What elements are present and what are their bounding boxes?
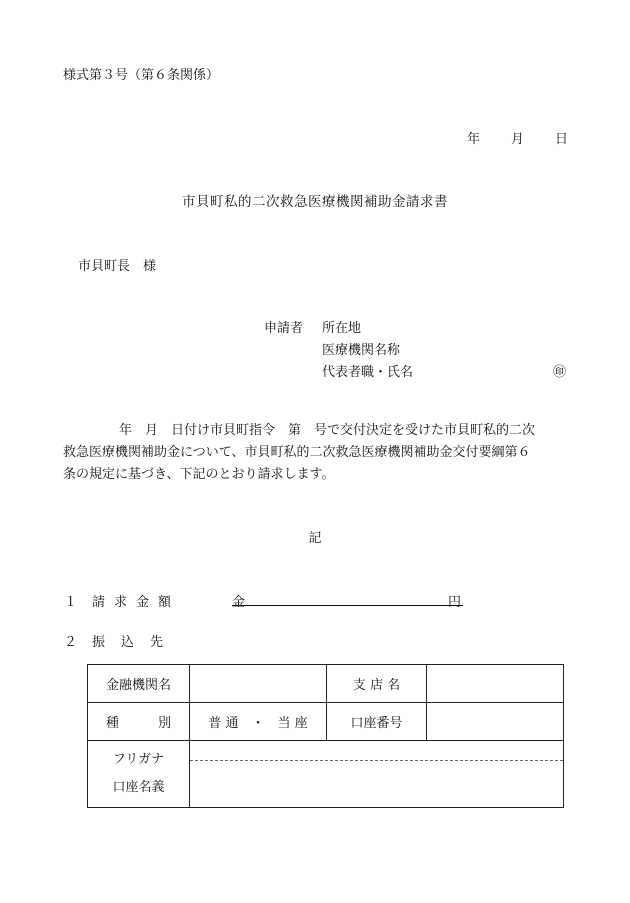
document-title: 市貝町私的二次救急医療機関補助金請求書 [182,194,448,210]
body-line-2: 救急医療機関補助金について、市貝町私的二次救急医療機関補助金交付要綱第６ [63,445,531,460]
amount-prefix: 金 [232,595,246,610]
seal-mark: ㊞ [553,365,567,380]
account-type-options-cell[interactable] [190,703,327,741]
institution-label-cell [88,665,190,703]
account-number-input-cell[interactable] [427,703,564,741]
account-type-options[interactable]: 普 通 ・ 当 座 [208,716,308,731]
representative-field-label: 代表者職・氏名 [322,365,414,380]
item-1-number: １ [64,595,78,610]
date-month-label: 月 [511,132,525,147]
account-type-label-cell [88,703,190,741]
furigana-input-area[interactable] [190,741,563,760]
account-type-label: 種 別 [105,716,171,731]
body-line-1: 年 月 日付け市貝町指令 第 号で交付決定を受けた市貝町私的二次 [119,423,536,438]
date-day-label: 日 [555,132,569,147]
item-1-label: 請求金額 [92,595,181,610]
address-field-label: 所在地 [322,321,362,336]
applicant-label: 申請者 [264,321,304,336]
body-line-3: 条の規定に基づき、下記のとおり請求します。 [63,467,335,482]
date-year-label: 年 [467,132,481,147]
note-heading: 記 [308,531,322,546]
item-2-number: ２ [64,635,78,650]
bank-account-table [87,664,564,808]
account-number-label: 口座番号 [350,716,403,731]
branch-label: 支 店 名 [352,678,401,693]
account-holder-input-cell[interactable] [190,741,564,808]
branch-input-cell[interactable] [427,665,564,703]
amount-underline[interactable] [232,605,463,606]
request-body-text [63,420,588,486]
furigana-label: フリガナ [112,752,165,767]
account-number-label-cell [327,703,427,741]
account-holder-label: 口座名義 [112,780,165,795]
account-holder-label-cell [88,741,190,808]
form-number: 様式第３号（第６条関係） [63,68,220,83]
institution-input-cell[interactable] [190,665,327,703]
account-holder-input-area[interactable] [190,761,563,807]
item-2-label: 振込先 [92,635,180,650]
branch-label-cell [327,665,427,703]
facility-name-field-label: 医療機関名称 [322,343,401,358]
institution-label: 金融機関名 [105,678,171,693]
amount-suffix: 円 [448,595,462,610]
addressee: 市貝町長 様 [78,259,157,274]
